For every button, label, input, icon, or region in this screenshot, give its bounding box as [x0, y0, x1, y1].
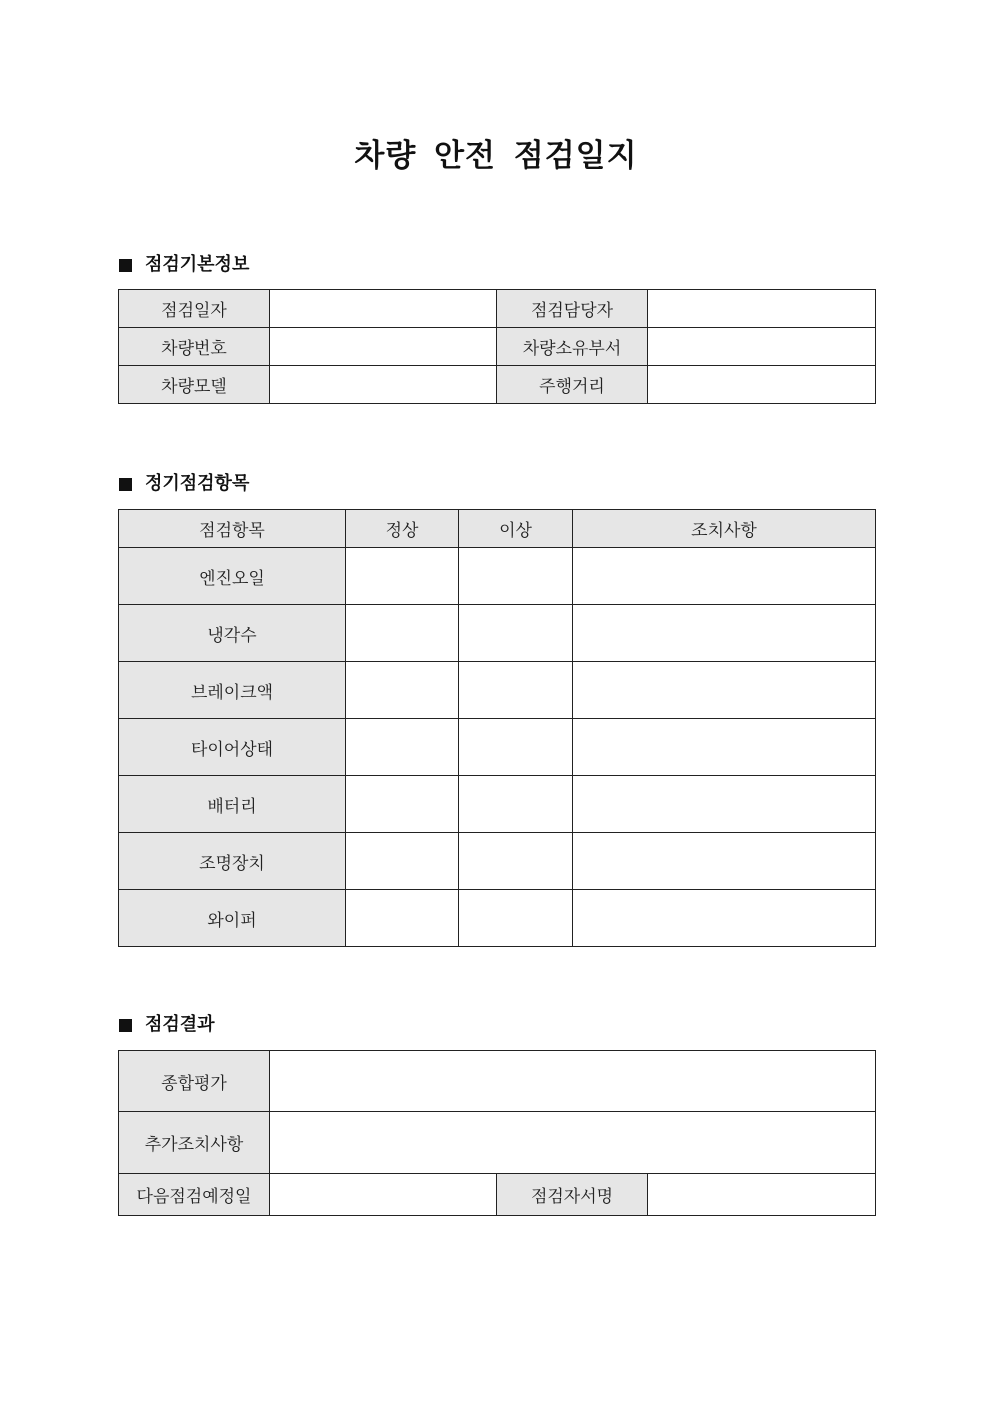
item-label: 조명장치	[119, 833, 346, 890]
abnormal-check-cell[interactable]	[459, 833, 573, 890]
table-row	[119, 1051, 876, 1112]
label-owner-department: 차량소유부서	[497, 328, 648, 366]
action-field[interactable]	[573, 890, 876, 947]
table-row	[119, 366, 876, 404]
item-label: 브레이크액	[119, 662, 346, 719]
table-row	[119, 605, 876, 662]
label-overall-evaluation: 종합평가	[119, 1051, 270, 1112]
normal-check-cell[interactable]	[346, 605, 459, 662]
owner-department-field[interactable]	[648, 328, 876, 366]
table-row	[119, 548, 876, 605]
table-row	[119, 776, 876, 833]
basic-info-table	[118, 289, 876, 404]
square-bullet-icon	[119, 1019, 132, 1032]
normal-check-cell[interactable]	[346, 662, 459, 719]
item-label: 냉각수	[119, 605, 346, 662]
table-row	[119, 662, 876, 719]
normal-check-cell[interactable]	[346, 719, 459, 776]
label-additional-actions: 추가조치사항	[119, 1112, 270, 1174]
normal-check-cell[interactable]	[346, 776, 459, 833]
label-next-inspection-date: 다음점검예정일	[119, 1174, 270, 1216]
label-mileage: 주행거리	[497, 366, 648, 404]
action-field[interactable]	[573, 719, 876, 776]
table-row	[119, 290, 876, 328]
normal-check-cell[interactable]	[346, 890, 459, 947]
table-header-row	[119, 510, 876, 548]
item-label: 엔진오일	[119, 548, 346, 605]
inspection-date-field[interactable]	[270, 290, 497, 328]
section-heading-regular-items	[119, 472, 249, 496]
abnormal-check-cell[interactable]	[459, 890, 573, 947]
section-heading-label: 점검기본정보	[145, 254, 250, 275]
action-field[interactable]	[573, 776, 876, 833]
column-header-normal: 정상	[346, 510, 459, 548]
action-field[interactable]	[573, 605, 876, 662]
additional-actions-field[interactable]	[270, 1112, 876, 1174]
abnormal-check-cell[interactable]	[459, 776, 573, 833]
item-label: 배터리	[119, 776, 346, 833]
normal-check-cell[interactable]	[346, 833, 459, 890]
table-row	[119, 1112, 876, 1174]
abnormal-check-cell[interactable]	[459, 662, 573, 719]
table-row	[119, 719, 876, 776]
abnormal-check-cell[interactable]	[459, 548, 573, 605]
abnormal-check-cell[interactable]	[459, 605, 573, 662]
vehicle-model-field[interactable]	[270, 366, 497, 404]
label-vehicle-number: 차량번호	[119, 328, 270, 366]
table-row	[119, 1174, 876, 1216]
normal-check-cell[interactable]	[346, 548, 459, 605]
column-header-item: 점검항목	[119, 510, 346, 548]
section-heading-basic-info	[119, 253, 249, 277]
square-bullet-icon	[119, 478, 132, 491]
label-inspector-signature: 점검자서명	[497, 1174, 648, 1216]
next-inspection-date-field[interactable]	[270, 1174, 497, 1216]
regular-items-table	[118, 509, 876, 947]
action-field[interactable]	[573, 662, 876, 719]
results-table	[118, 1050, 876, 1216]
label-inspector: 점검담당자	[497, 290, 648, 328]
inspector-field[interactable]	[648, 290, 876, 328]
table-row	[119, 833, 876, 890]
abnormal-check-cell[interactable]	[459, 719, 573, 776]
mileage-field[interactable]	[648, 366, 876, 404]
inspector-signature-field[interactable]	[648, 1174, 876, 1216]
action-field[interactable]	[573, 833, 876, 890]
section-heading-label: 점검결과	[145, 1014, 215, 1035]
page-title: 차량 안전 점검일지	[354, 138, 638, 174]
action-field[interactable]	[573, 548, 876, 605]
column-header-abnormal: 이상	[459, 510, 573, 548]
label-vehicle-model: 차량모델	[119, 366, 270, 404]
section-heading-results	[119, 1013, 215, 1037]
section-heading-label: 정기점검항목	[145, 473, 250, 494]
label-inspection-date: 점검일자	[119, 290, 270, 328]
square-bullet-icon	[119, 259, 132, 272]
table-row	[119, 328, 876, 366]
vehicle-number-field[interactable]	[270, 328, 497, 366]
item-label: 와이퍼	[119, 890, 346, 947]
table-row	[119, 890, 876, 947]
overall-evaluation-field[interactable]	[270, 1051, 876, 1112]
column-header-action: 조치사항	[573, 510, 876, 548]
item-label: 타이어상태	[119, 719, 346, 776]
